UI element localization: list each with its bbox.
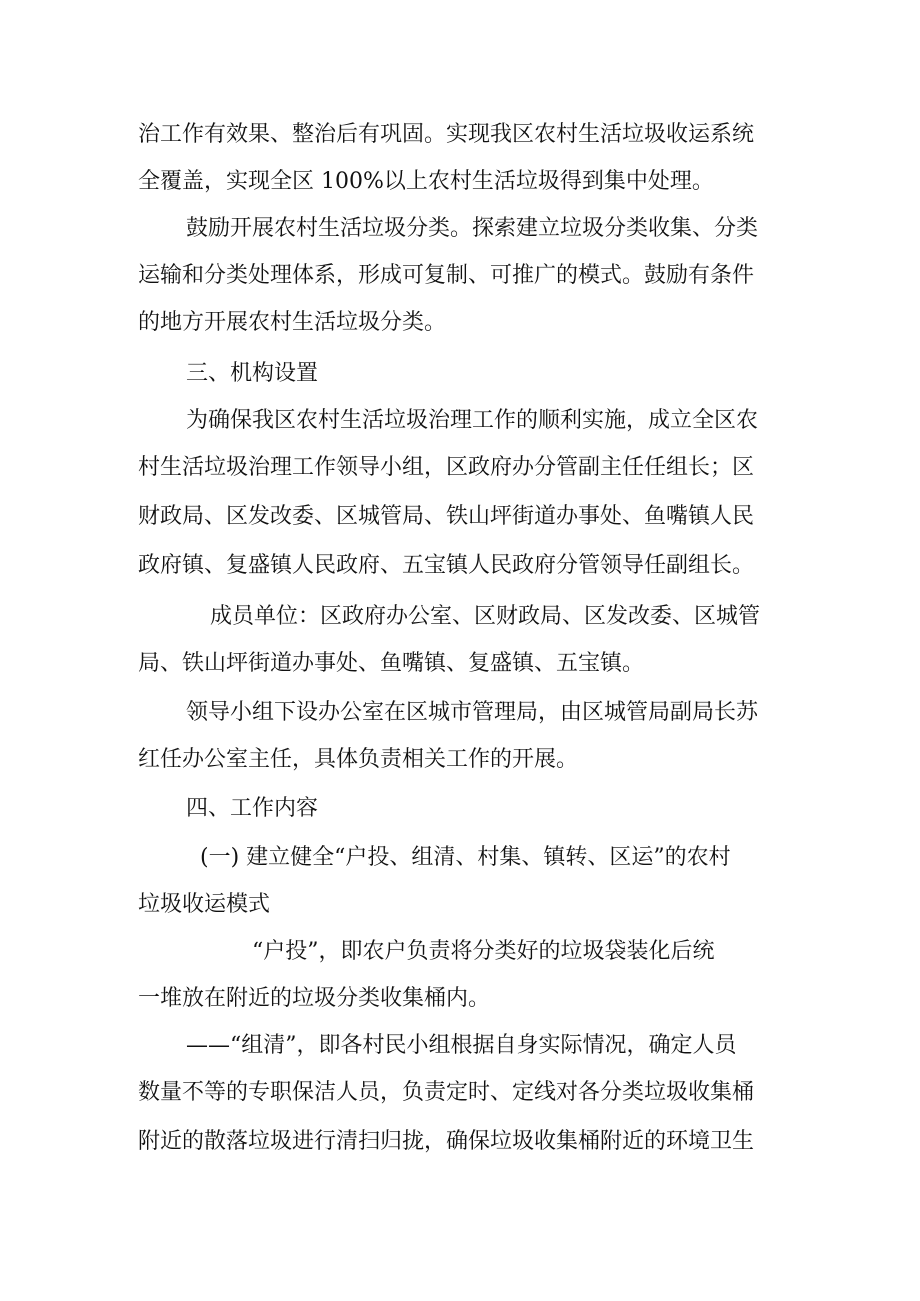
paragraph-line: 数量不等的专职保洁人员，负责定时、定线对各分类垃圾收集桶	[138, 1080, 755, 1105]
paragraph-line: 的地方开展农村生活垃圾分类。	[138, 310, 447, 335]
subsection-heading: (一) 建立健全“户投、组清、村集、镇转、区运”的农村	[200, 845, 731, 870]
paragraph-line: ——“组清”，即各村民小组根据自身实际情况，确定人员	[186, 1033, 737, 1058]
paragraph-line: 运输和分类处理体系，形成可复制、可推广的模式。鼓励有条件	[138, 263, 755, 288]
paragraph-line: 成员单位：区政府办公室、区财政局、区发改委、区城管	[210, 604, 761, 629]
paragraph-line: 治工作有效果、整治后有巩固。实现我区农村生活垃圾收运系统	[138, 122, 755, 147]
paragraph-line: 为确保我区农村生活垃圾治理工作的顺利实施，成立全区农	[186, 408, 759, 433]
paragraph-line: 红任办公室主任，具体负责相关工作的开展。	[138, 747, 579, 772]
paragraph-line: 政府镇、复盛镇人民政府、五宝镇人民政府分管领导任副组长。	[138, 553, 755, 578]
subsection-heading: 垃圾收运模式	[138, 892, 271, 917]
paragraph-line: 一堆放在附近的垃圾分类收集桶内。	[138, 986, 491, 1011]
paragraph-line: “户投”，即农户负责将分类好的垃圾袋装化后统	[252, 939, 715, 964]
paragraph-line: 全覆盖，实现全区 100%以上农村生活垃圾得到集中处理。	[138, 169, 714, 194]
paragraph-line: 附近的散落垃圾进行清扫归拢，确保垃圾收集桶附近的环境卫生	[138, 1129, 755, 1154]
paragraph-line: 鼓励开展农村生活垃圾分类。探索建立垃圾分类收集、分类	[186, 216, 759, 241]
paragraph-line: 领导小组下设办公室在区城市管理局，由区城管局副局长苏	[186, 700, 759, 725]
paragraph-line: 局、铁山坪街道办事处、鱼嘴镇、复盛镇、五宝镇。	[138, 651, 645, 676]
section-heading: 四、工作内容	[186, 796, 319, 821]
paragraph-line: 村生活垃圾治理工作领导小组，区政府办分管副主任任组长；区	[138, 455, 755, 480]
section-heading: 三、机构设置	[186, 361, 319, 386]
paragraph-line: 财政局、区发改委、区城管局、铁山坪街道办事处、鱼嘴镇人民	[138, 504, 755, 529]
